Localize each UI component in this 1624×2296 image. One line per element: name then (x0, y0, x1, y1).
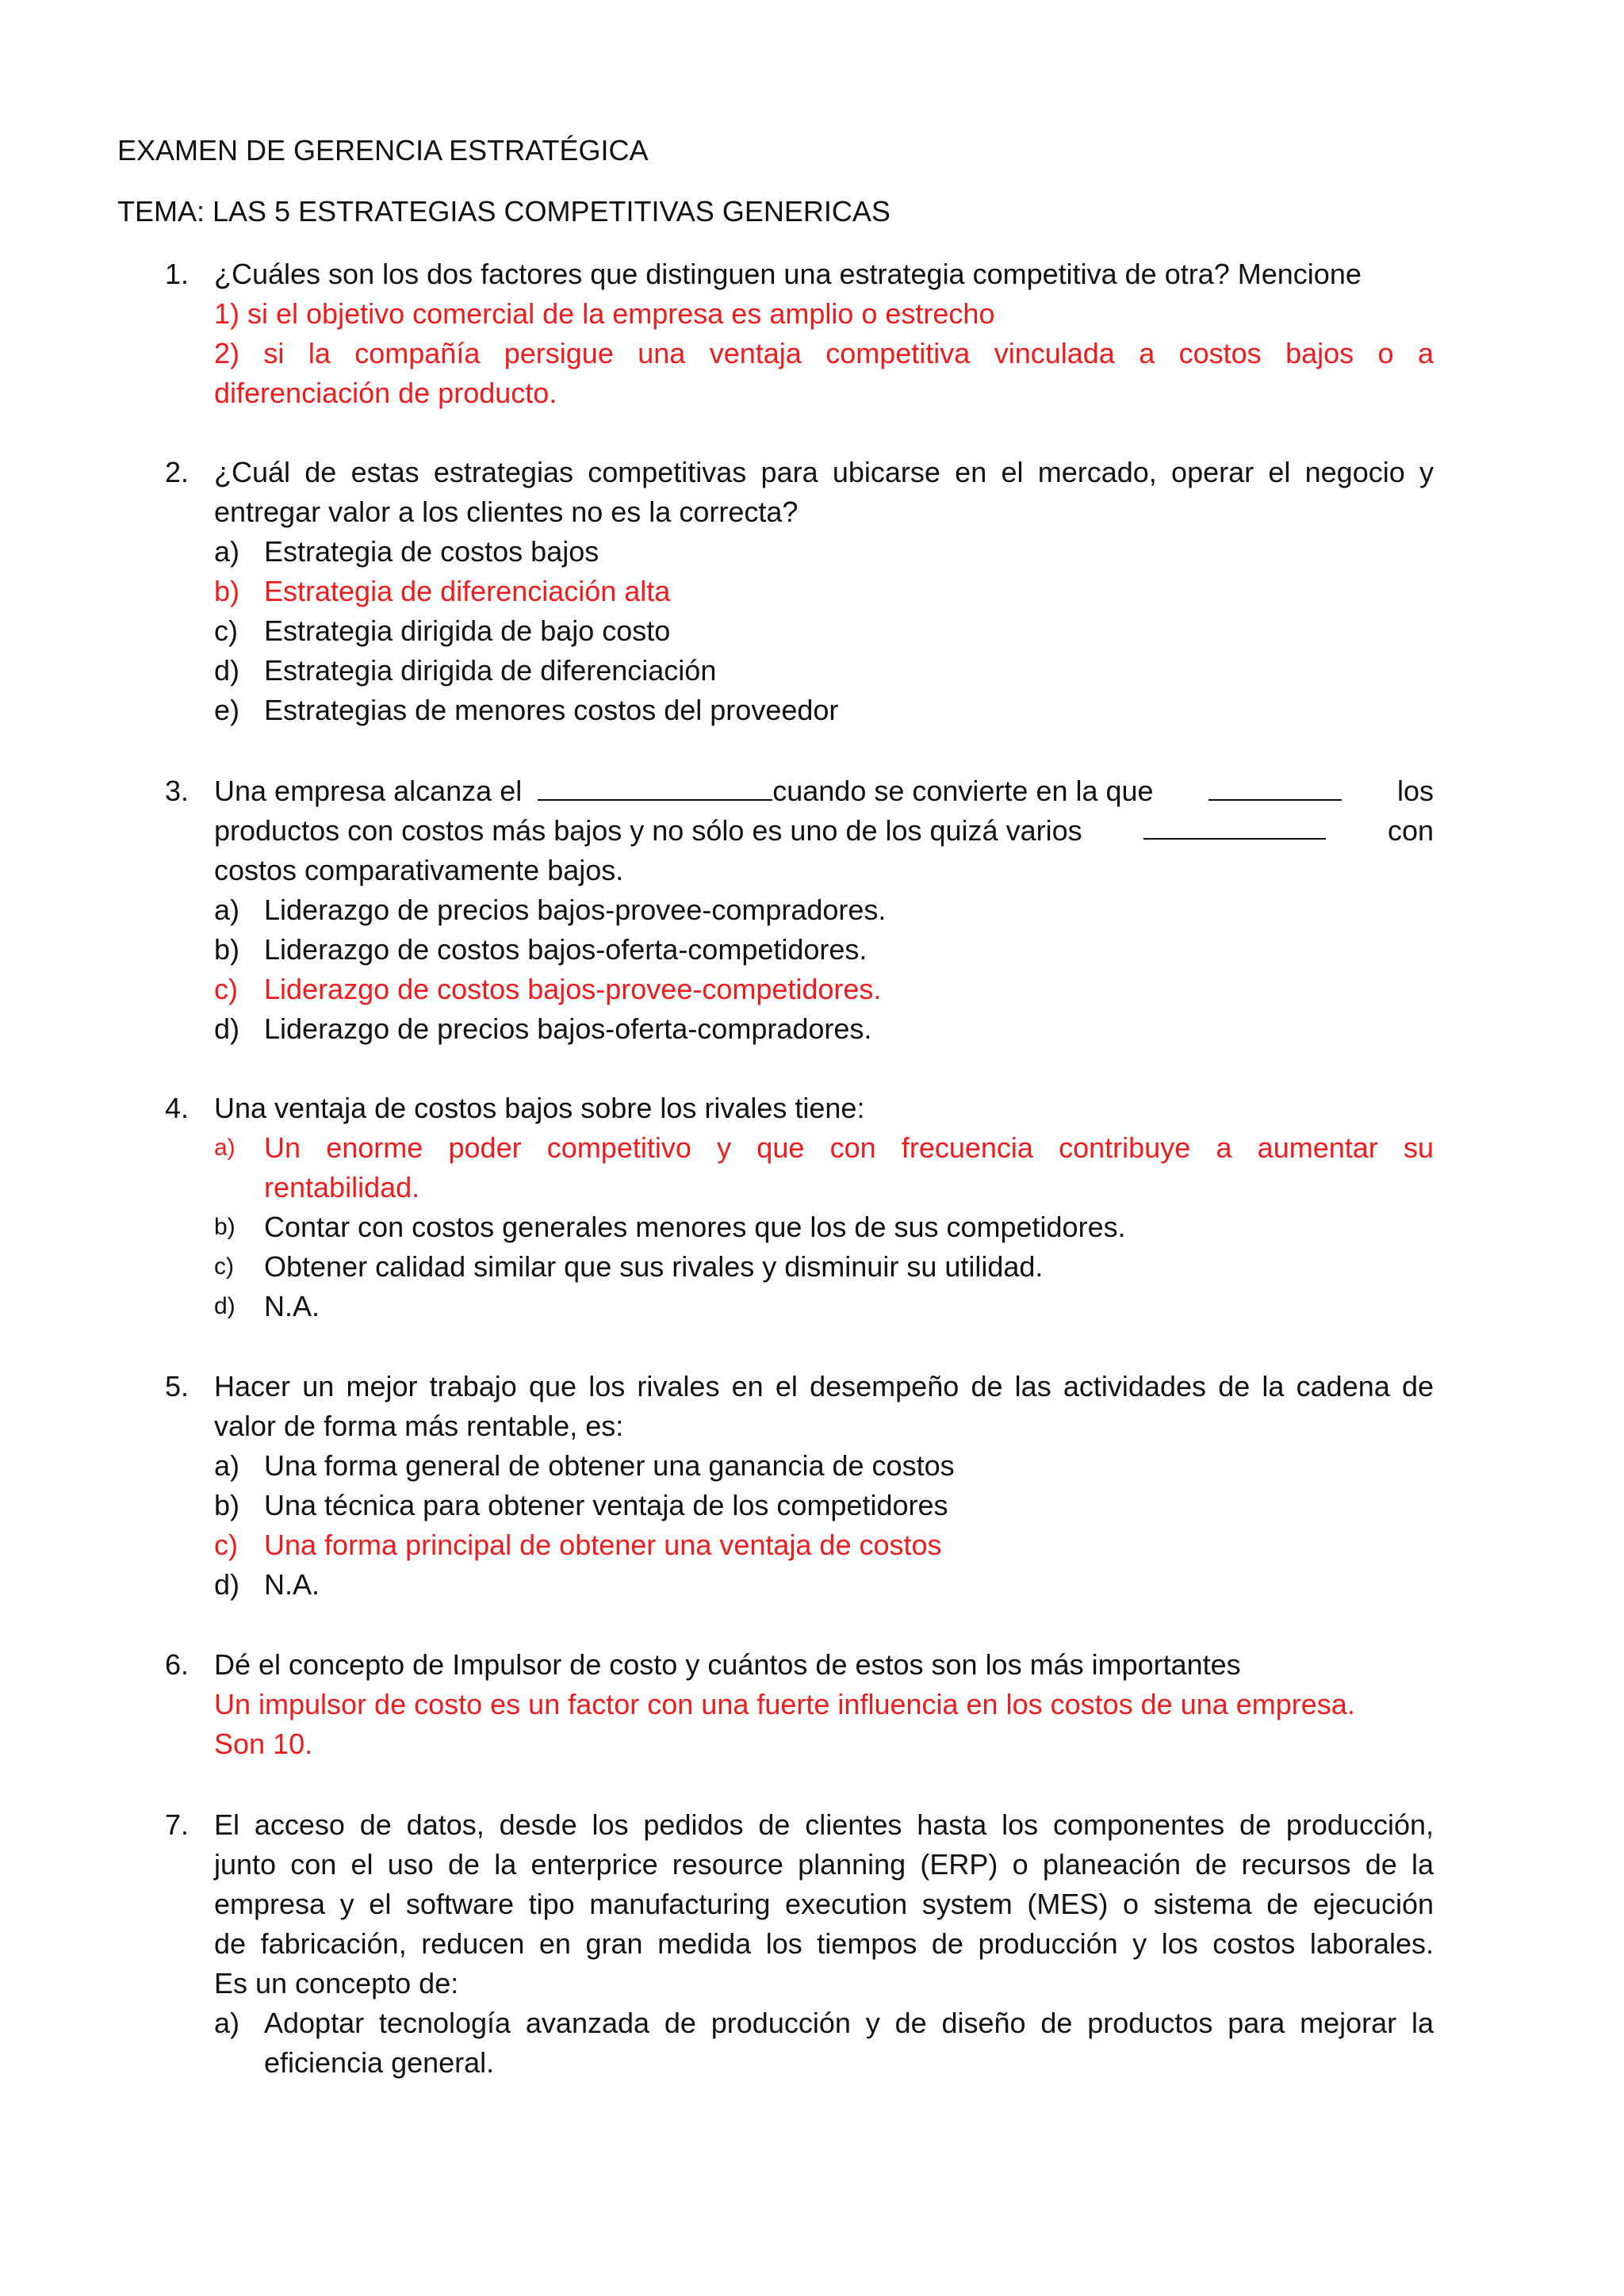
fill-blank (1208, 772, 1342, 801)
text-fragment: Una empresa alcanza el (214, 775, 523, 807)
option-b (214, 1486, 1434, 1525)
option-a-correct (214, 1128, 1434, 1207)
option-c-correct (214, 970, 1434, 1009)
text-fragment: con (1387, 814, 1434, 847)
option-letter: c) (214, 1529, 238, 1561)
question-text: ¿Cuál de estas estrategias competitivas para ubicarse en el mercado, operar el negocio y (214, 456, 1434, 488)
option-d (214, 651, 1434, 691)
option-text: Contar con costos generales menores que los de sus competidores. (264, 1211, 1126, 1243)
question-number: 3. (165, 775, 190, 807)
question-text: Hacer un mejor trabajo que los rivales en el desempeño de las actividades de la cadena de (214, 1370, 1434, 1402)
option-text: Estrategia dirigida de bajo costo (264, 614, 671, 647)
answer-line: diferenciación de producto. (214, 377, 557, 409)
question-text: entregar valor a los clientes no es la correcta? (214, 496, 799, 528)
text-fragment: los (1396, 775, 1434, 807)
option-letter: a) (214, 2007, 240, 2039)
option-c (214, 1247, 1434, 1287)
question-text: El acceso de datos, desde los pedidos de clientes hasta los componentes de producción, (214, 1808, 1434, 1841)
question-text: Es un concepto de: (214, 1967, 459, 1999)
option-a (214, 532, 1434, 572)
option-e (214, 691, 1434, 730)
question-text: Una ventaja de costos bajos sobre los rivales tiene: (214, 1092, 865, 1124)
exam-topic: TEMA: LAS 5 ESTRATEGIAS COMPETITIVAS GENERICAS (117, 195, 891, 228)
option-letter: a) (214, 1135, 236, 1161)
option-text: N.A. (264, 1568, 320, 1601)
option-text: Una forma principal de obtener una ventaja de costos (264, 1529, 942, 1561)
question-number: 4. (165, 1092, 190, 1124)
question-number: 6. (165, 1648, 190, 1681)
option-text: Estrategia de diferenciación alta (264, 575, 671, 607)
text-fragment: cuando se convierte en la que (772, 775, 1154, 807)
question-text: de fabricación, reducen en gran medida los tiempos de producción y los costos laborales. (214, 1927, 1434, 1960)
option-c-correct (214, 1525, 1434, 1565)
option-b (214, 930, 1434, 970)
option-d (214, 1565, 1434, 1605)
answer-line: 1) si el objetivo comercial de la empresa es amplio o estrecho (214, 297, 995, 330)
option-d (214, 1009, 1434, 1049)
option-letter: d) (214, 1293, 236, 1319)
option-text: Un enorme poder competitivo y que con frecuencia contribuye a aumentar su (264, 1131, 1434, 1164)
option-letter: b) (214, 575, 240, 607)
question-text: valor de forma más rentable, es: (214, 1410, 624, 1442)
option-b (214, 1207, 1434, 1247)
option-text: Una forma general de obtener una ganancia de costos (264, 1449, 955, 1482)
question-text: junto con el uso de la enterprice resource planning (ERP) o planeación de recursos de la (214, 1848, 1434, 1881)
option-letter: a) (214, 894, 240, 926)
option-letter: c) (214, 1253, 234, 1280)
option-d (214, 1287, 1434, 1326)
option-text: N.A. (264, 1290, 320, 1322)
option-letter: d) (214, 654, 240, 687)
option-text: rentabilidad. (264, 1171, 420, 1203)
option-text: Liderazgo de costos bajos-oferta-competidores. (264, 933, 868, 966)
option-a (214, 1446, 1434, 1486)
option-letter: c) (214, 973, 238, 1005)
question-number: 7. (165, 1808, 190, 1841)
question-text (214, 771, 1434, 811)
question-number: 1. (165, 258, 190, 290)
question-number: 2. (165, 456, 190, 488)
option-a (214, 890, 1434, 930)
option-text: Obtener calidad similar que sus rivales y disminuir su utilidad. (264, 1250, 1044, 1283)
option-text: Liderazgo de costos bajos-provee-competidores. (264, 973, 882, 1005)
question-text: Dé el concepto de Impulsor de costo y cuántos de estos son los más importantes (214, 1648, 1241, 1681)
option-letter: b) (214, 1214, 236, 1240)
answer-line: 2) si la compañía persigue una ventaja competitiva vinculada a costos bajos o a (214, 337, 1434, 369)
option-letter: b) (214, 933, 240, 966)
option-letter: a) (214, 1449, 240, 1482)
answer-line: Un impulsor de costo es un factor con una fuerte influencia en los costos de una empresa. (214, 1688, 1355, 1720)
question-number: 5. (165, 1370, 190, 1402)
option-a (214, 2003, 1434, 2083)
option-letter: b) (214, 1489, 240, 1521)
answer-line: Son 10. (214, 1728, 313, 1760)
fill-blank (538, 772, 772, 801)
option-text: Estrategia dirigida de diferenciación (264, 654, 717, 687)
option-c (214, 611, 1434, 651)
exam-title: EXAMEN DE GERENCIA ESTRATÉGICA (117, 134, 649, 166)
option-letter: c) (214, 614, 238, 647)
option-text: eficiencia general. (264, 2046, 495, 2079)
option-text: Liderazgo de precios bajos-oferta-compradores. (264, 1012, 872, 1045)
question-text: ¿Cuáles son los dos factores que distinguen una estrategia competitiva de otra? Mencione (214, 258, 1362, 290)
option-letter: a) (214, 535, 240, 568)
question-text: costos comparativamente bajos. (214, 854, 624, 886)
option-text: Liderazgo de precios bajos-provee-compradores. (264, 894, 887, 926)
option-text: Estrategias de menores costos del proveedor (264, 694, 839, 726)
option-text: Adoptar tecnología avanzada de producción y de diseño de productos para mejorar la (264, 2007, 1434, 2039)
text-fragment: productos con costos más bajos y no sólo es uno de los quizá varios (214, 814, 1082, 847)
option-letter: e) (214, 694, 240, 726)
option-text: Estrategia de costos bajos (264, 535, 599, 568)
option-text: Una técnica para obtener ventaja de los competidores (264, 1489, 948, 1521)
option-letter: d) (214, 1012, 240, 1045)
fill-blank (1143, 811, 1326, 840)
option-b-correct (214, 572, 1434, 611)
option-letter: d) (214, 1568, 240, 1601)
question-text (214, 811, 1434, 851)
question-text: empresa y el software tipo manufacturing execution system (MES) o sistema de ejecución (214, 1888, 1434, 1920)
